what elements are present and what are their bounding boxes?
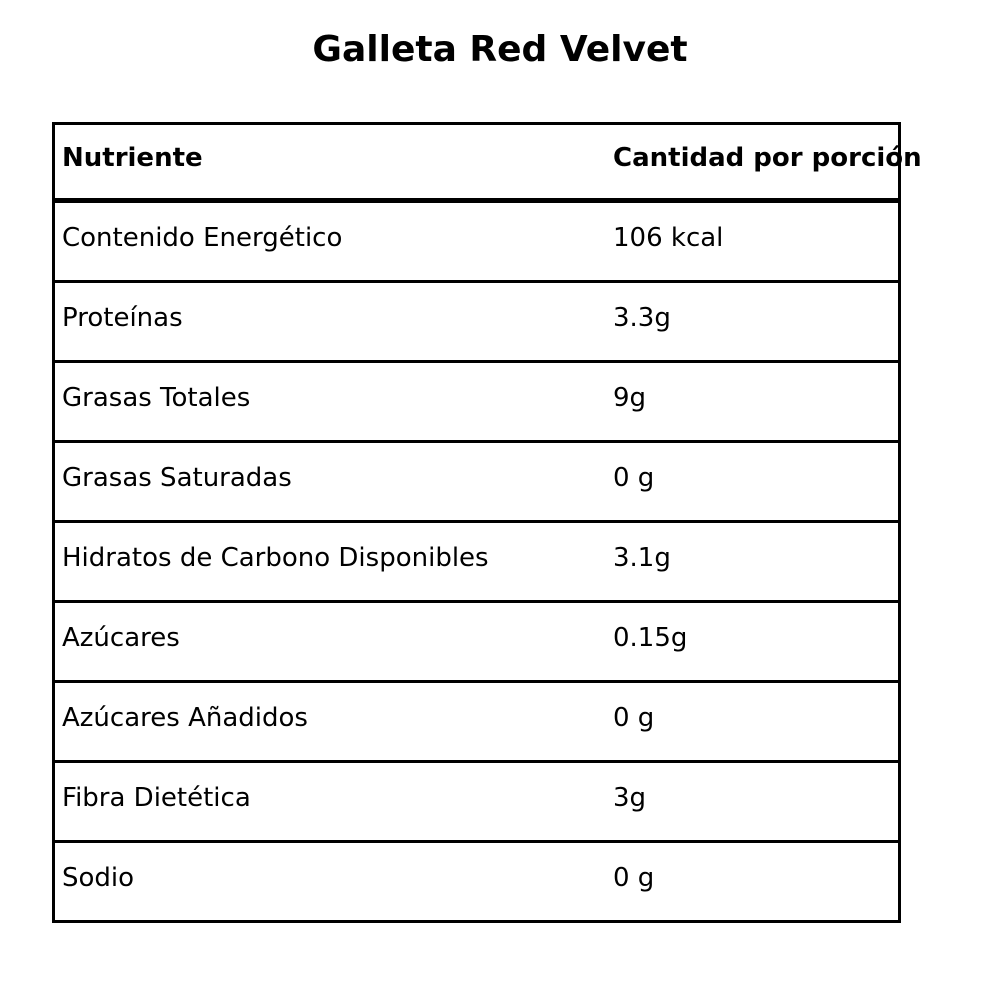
table-row — [55, 283, 898, 363]
table-row — [55, 843, 898, 920]
table-row — [55, 603, 898, 683]
column-header-nutriente: Nutriente — [62, 142, 203, 173]
table-row — [55, 363, 898, 443]
nutrient-amount: 106 kcal — [613, 222, 724, 253]
table-row — [55, 523, 898, 603]
nutrient-name: Azúcares — [62, 622, 180, 653]
nutrient-name: Contenido Energético — [62, 222, 343, 253]
nutrient-amount: 0 g — [613, 702, 655, 733]
table-row — [55, 203, 898, 283]
nutrient-name: Sodio — [62, 862, 135, 893]
table-row — [55, 763, 898, 843]
nutrient-name: Grasas Totales — [62, 382, 251, 413]
nutrient-name: Proteínas — [62, 302, 183, 333]
nutrient-amount: 0 g — [613, 862, 655, 893]
nutrient-name: Grasas Saturadas — [62, 462, 292, 493]
nutrient-name: Azúcares Añadidos — [62, 702, 308, 733]
page-title: Galleta Red Velvet — [312, 29, 688, 70]
nutrient-amount: 0 g — [613, 462, 655, 493]
nutrition-table — [52, 122, 922, 923]
nutrient-name: Hidratos de Carbono Disponibles — [62, 542, 489, 573]
nutrient-amount: 3.3g — [613, 302, 671, 333]
column-header-cantidad: Cantidad por porción — [613, 142, 922, 173]
table-row — [55, 443, 898, 523]
nutrient-amount: 3g — [613, 782, 647, 813]
table-header-row — [55, 125, 922, 203]
table-row — [55, 683, 898, 763]
nutrient-amount: 9g — [613, 382, 647, 413]
nutrient-name: Fibra Dietética — [62, 782, 251, 813]
nutrient-amount: 0.15g — [613, 622, 688, 653]
nutrient-amount: 3.1g — [613, 542, 671, 573]
